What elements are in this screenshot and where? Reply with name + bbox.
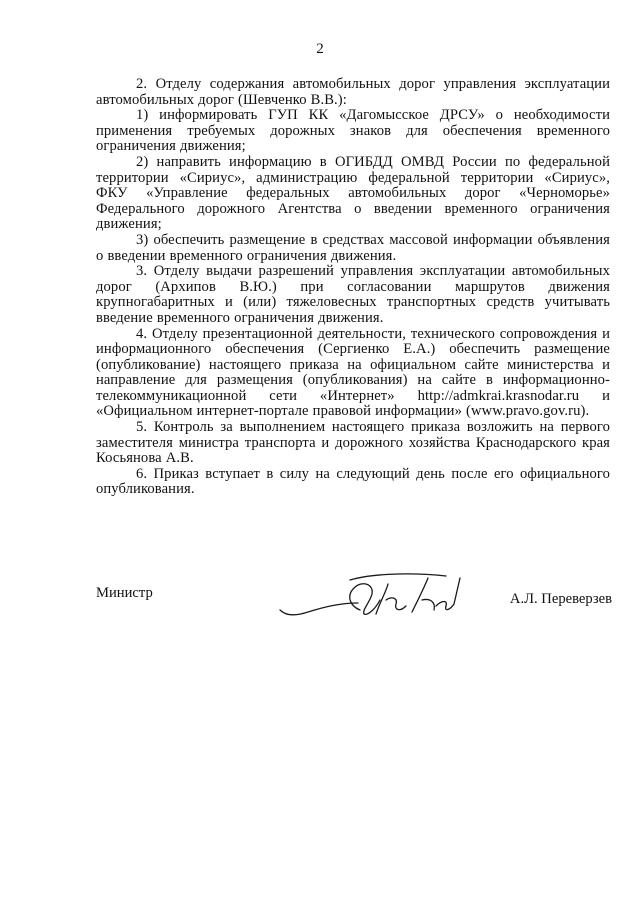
subparagraph-2-2: 2) направить информацию в ОГИБДД ОМВД России по федеральной территории «Сириус», администрацию федеральной территории «Сириус», ФКУ «Управление федеральных автомобильных дорог «Черноморье» Федерального дорожного Агентства о введении временного ограничения движения;	[96, 153, 610, 233]
paragraph-3: 3. Отделу выдачи разрешений управления эксплуатации автомобильных дорог (Архипов В.Ю.) при согласовании маршрутов движения крупногабаритных и (или) тяжеловесных транспортных средств учитывать введение временного ограничения движения.	[96, 263, 610, 326]
paragraph-2: 2. Отделу содержания автомобильных дорог управления эксплуатации автомобильных дорог (Шевченко В.В.):	[96, 76, 610, 108]
subparagraph-2-1: 1) информировать ГУП КК «Дагомысское ДРСУ» о необходимости применения требуемых дорожных знаков для обеспечения временного ограничения движения;	[96, 107, 610, 155]
paragraph-6: 6. Приказ вступает в силу на следующий день после его официального опубликования.	[96, 465, 610, 498]
subparagraph-2-3: 3) обеспечить размещение в средствах массовой информации объявления о введении временного ограничения движения.	[96, 231, 610, 264]
signer-name: А.Л. Переверзев	[509, 591, 612, 607]
paragraph-5: 5. Контроль за выполнением настоящего приказа возложить на первого заместителя министра транспорта и дорожного хозяйства Краснодарского края Косьянова А.В.	[96, 419, 610, 467]
page-number: 2	[316, 41, 324, 57]
handwritten-signature	[278, 570, 468, 622]
document-body	[96, 77, 610, 498]
paragraph-4: 4. Отделу презентационной деятельности, технического сопровождения и информационного обеспечения (Сергиенко Е.А.) обеспечить размещение (опубликование) настоящего приказа на официальном сайте министерства и направление для размещения (опубликования) на сайте в информационно-телекоммуникационной сети «Интернет» http://admkrai.krasnodar.ru и «Официальном интернет-портале правовой информации» (www.pravo.gov.ru).	[96, 325, 610, 420]
signer-position: Министр	[96, 585, 153, 601]
